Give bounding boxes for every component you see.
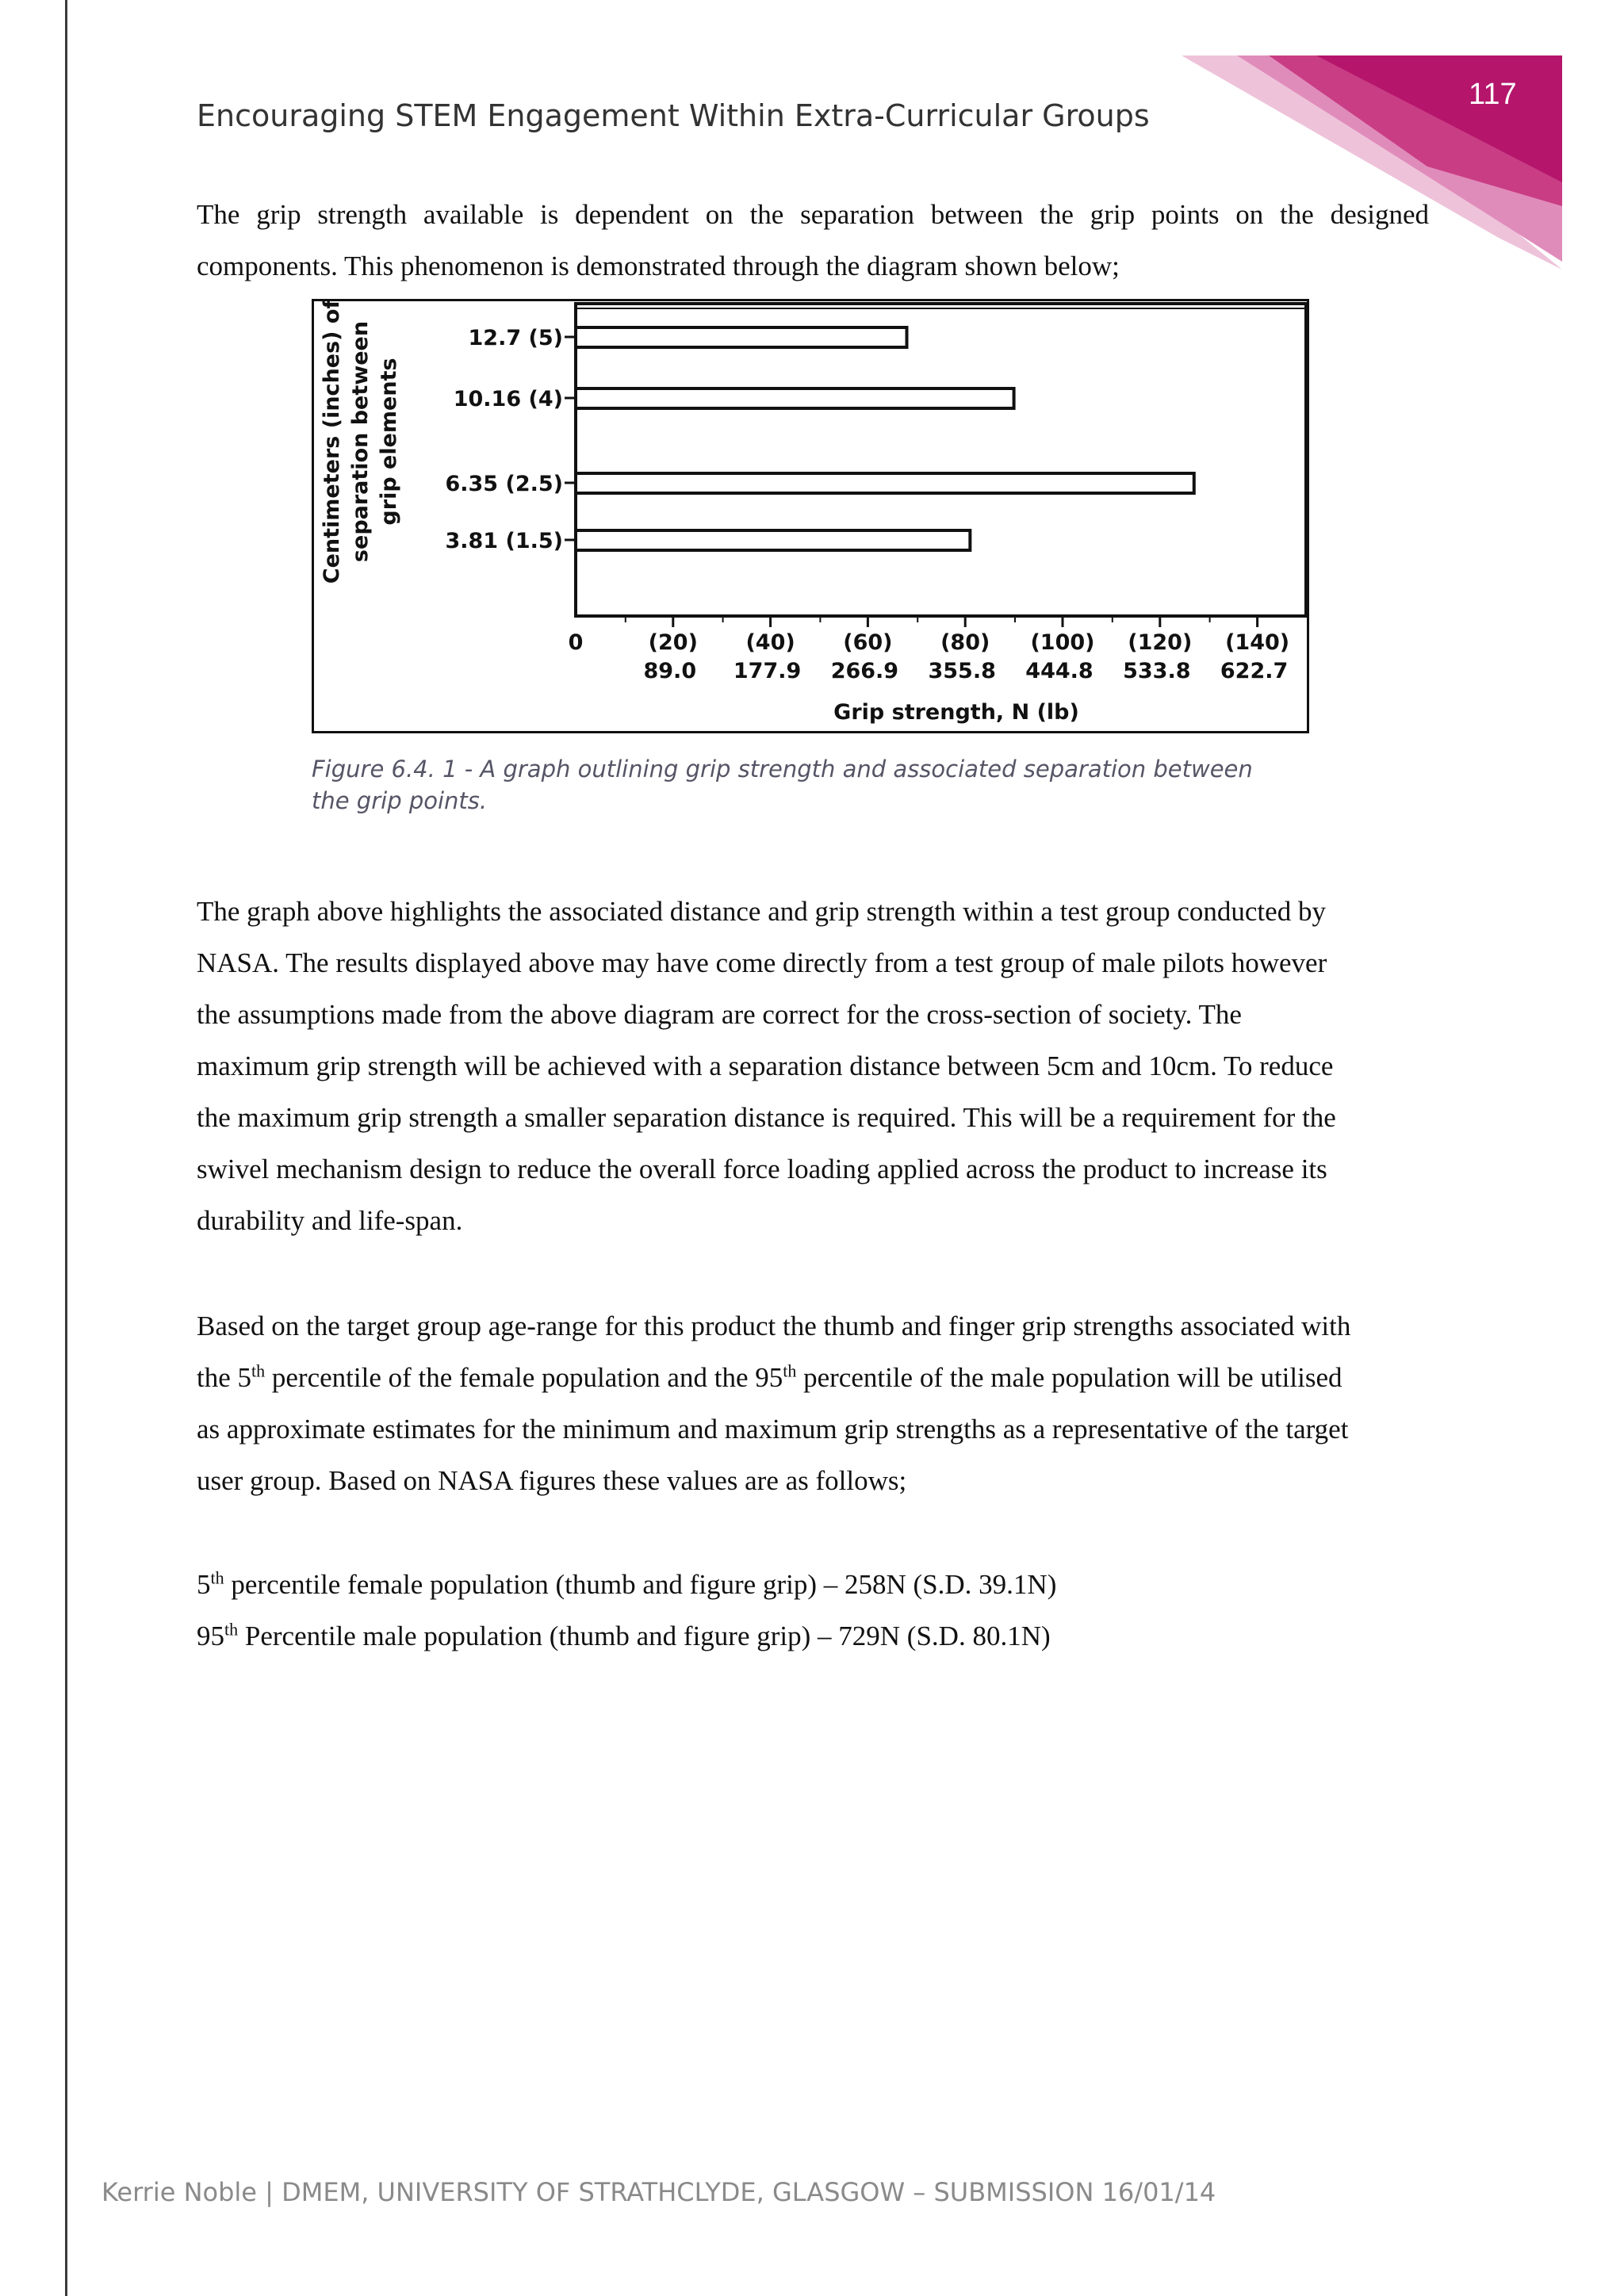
text-fragment: percentile of the female population and the 95 (265, 1362, 783, 1393)
value-text: Percentile male population (thumb and figure grip) – 729N (S.D. 80.1N) (238, 1621, 1051, 1651)
x-axis-label: Grip strength, N (lb) (833, 700, 1079, 725)
paragraph-line: maximum grip strength will be achieved with a separation distance between 5cm and 10cm. To reduce (197, 1050, 1334, 1081)
superscript: th (251, 1360, 266, 1381)
caption-line: Figure 6.4. 1 - A graph outlining grip strength and associated separation between (312, 756, 1253, 783)
value-prefix: 5 (197, 1569, 211, 1600)
x-tick-label-newtons: 177.9 (733, 659, 802, 683)
x-tick-label-newtons: 444.8 (1025, 659, 1094, 683)
superscript: th (210, 1567, 224, 1588)
x-tick-label-newtons: 533.8 (1123, 659, 1191, 683)
x-tick-label: (100) (1030, 630, 1095, 655)
y-axis-label: grip elements (377, 358, 401, 526)
running-title: Encouraging STEM Engagement Within Extra-Curricular Groups (197, 98, 1150, 133)
x-tick-label: (120) (1128, 630, 1193, 655)
page-number: 117 (1469, 78, 1517, 111)
paragraph-line: the assumptions made from the above diagram are correct for the cross-section of society. The (197, 999, 1242, 1030)
grip-values-list (197, 1559, 1429, 1662)
value-text: percentile female population (thumb and figure grip) – 258N (S.D. 39.1N) (224, 1569, 1057, 1600)
target-group-paragraph (197, 1300, 1429, 1506)
y-axis-label: separation between (348, 320, 373, 563)
paragraph-line: the maximum grip strength a smaller separation distance is required. This will be a requirement for the (197, 1102, 1336, 1133)
intro-paragraph: The grip strength available is dependent on the separation between the grip points on the designed components. This phenomenon is demonstrated through the diagram shown below; (197, 199, 1429, 281)
superscript: th (783, 1360, 797, 1381)
paragraph-line: Based on the target group age-range for this product the thumb and finger grip strengths associated with (197, 1311, 1351, 1341)
caption-line: the grip points. (312, 787, 488, 814)
figure-caption (312, 753, 1311, 817)
x-tick-label: (140) (1225, 630, 1290, 655)
plot-area (576, 304, 1306, 616)
paragraph-line: NASA. The results displayed above may have come directly from a test group of male pilots however (197, 947, 1327, 978)
y-tick-label: 3.81 (1.5) (445, 529, 563, 553)
superscript: th (224, 1619, 239, 1640)
paragraph-line: swivel mechanism design to reduce the overall force loading applied across the product to increase its (197, 1154, 1327, 1184)
text-fragment: the 5 (197, 1362, 252, 1393)
paragraph-line: user group. Based on NASA figures these values are as follows; (197, 1465, 907, 1496)
paragraph-line: The graph above highlights the associated distance and grip strength within a test group conducted by (197, 896, 1326, 927)
text-fragment: percentile of the male population will be utilised (796, 1362, 1342, 1393)
x-tick-label: (20) (648, 630, 698, 655)
bar (576, 327, 907, 347)
x-tick-label: (40) (745, 630, 795, 655)
y-axis-label: Centimeters (inches) of (320, 299, 344, 584)
x-tick-label: 0 (568, 630, 584, 655)
bar (576, 530, 970, 550)
value-prefix: 95 (197, 1621, 224, 1651)
paragraph-line: as approximate estimates for the minimum and maximum grip strengths as a representative of the target (197, 1414, 1349, 1445)
bar (576, 388, 1014, 408)
left-margin-rule (65, 0, 67, 2296)
value-item-female (197, 1559, 1429, 1610)
x-tick-label-newtons: 266.9 (830, 659, 899, 683)
paragraph-line: durability and life-span. (197, 1205, 463, 1236)
page-footer: Kerrie Noble | DMEM, UNIVERSITY OF STRATHCLYDE, GLASGOW – SUBMISSION 16/01/14 (102, 2177, 1216, 2207)
x-tick-label: (60) (843, 630, 893, 655)
y-tick-label: 12.7 (5) (468, 326, 563, 350)
y-tick-label: 10.16 (4) (453, 387, 563, 411)
value-item-male (197, 1610, 1429, 1662)
x-tick-label-newtons: 622.7 (1220, 659, 1289, 683)
x-tick-label-newtons: 355.8 (928, 659, 996, 683)
paragraph-line (197, 1352, 1429, 1403)
x-tick-label-newtons: 89.0 (643, 659, 697, 683)
grip-strength-chart (312, 299, 1309, 733)
bar (576, 473, 1194, 493)
x-tick-label: (80) (940, 630, 990, 655)
analysis-paragraph (197, 886, 1429, 1246)
y-tick-label: 6.35 (2.5) (445, 472, 563, 496)
